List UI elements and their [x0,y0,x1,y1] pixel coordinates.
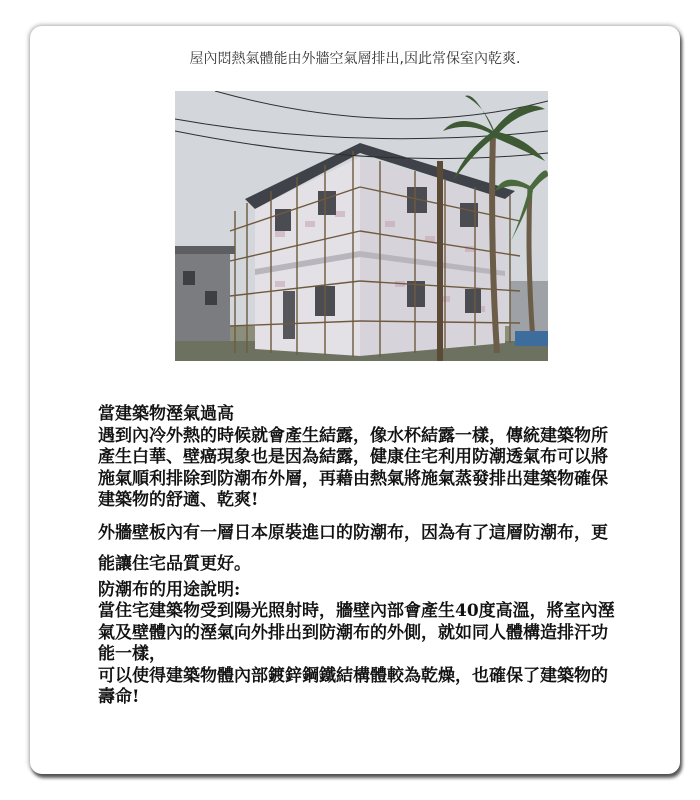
house-under-construction-photo-icon [175,91,548,361]
paragraph-usage-description: 防潮布的用途說明: 當住宅建築物受到陽光照射時，牆壁內部會產生40度高溫，將室內溼氣及壁體內的溼氣向外排出到防潮布的外側，就如同人體構造排汗功能一樣， 可以使得建築物體內部鍍鋅鋼鐵結構體較為乾燥，也確保了建築物的壽命! [98,579,615,707]
content-card [30,26,680,774]
paragraph-condensation: 當建築物溼氣過高 遇到內冷外熱的時候就會產生結露，像水杯結露一樣，傳統建築物所產生白華、壁癌現象也是因為結露，健康住宅利用防潮透氣布可以將施氣順利排除到防潮布外層，再藉由熱氣將施氣蒸發排出建築物確保建築物的舒適、乾爽! [98,404,608,510]
house-construction-photo [175,91,548,361]
photo-caption: 屋內悶熱氣體能由外牆空氣層排出,因此常保室內乾爽. [189,51,521,67]
paragraph-moisture-barrier: 外牆壁板內有一層日本原裝進口的防潮布，因為有了這層防潮布，更能讓住宅品質更好。 [98,522,608,574]
article-body [98,404,618,709]
